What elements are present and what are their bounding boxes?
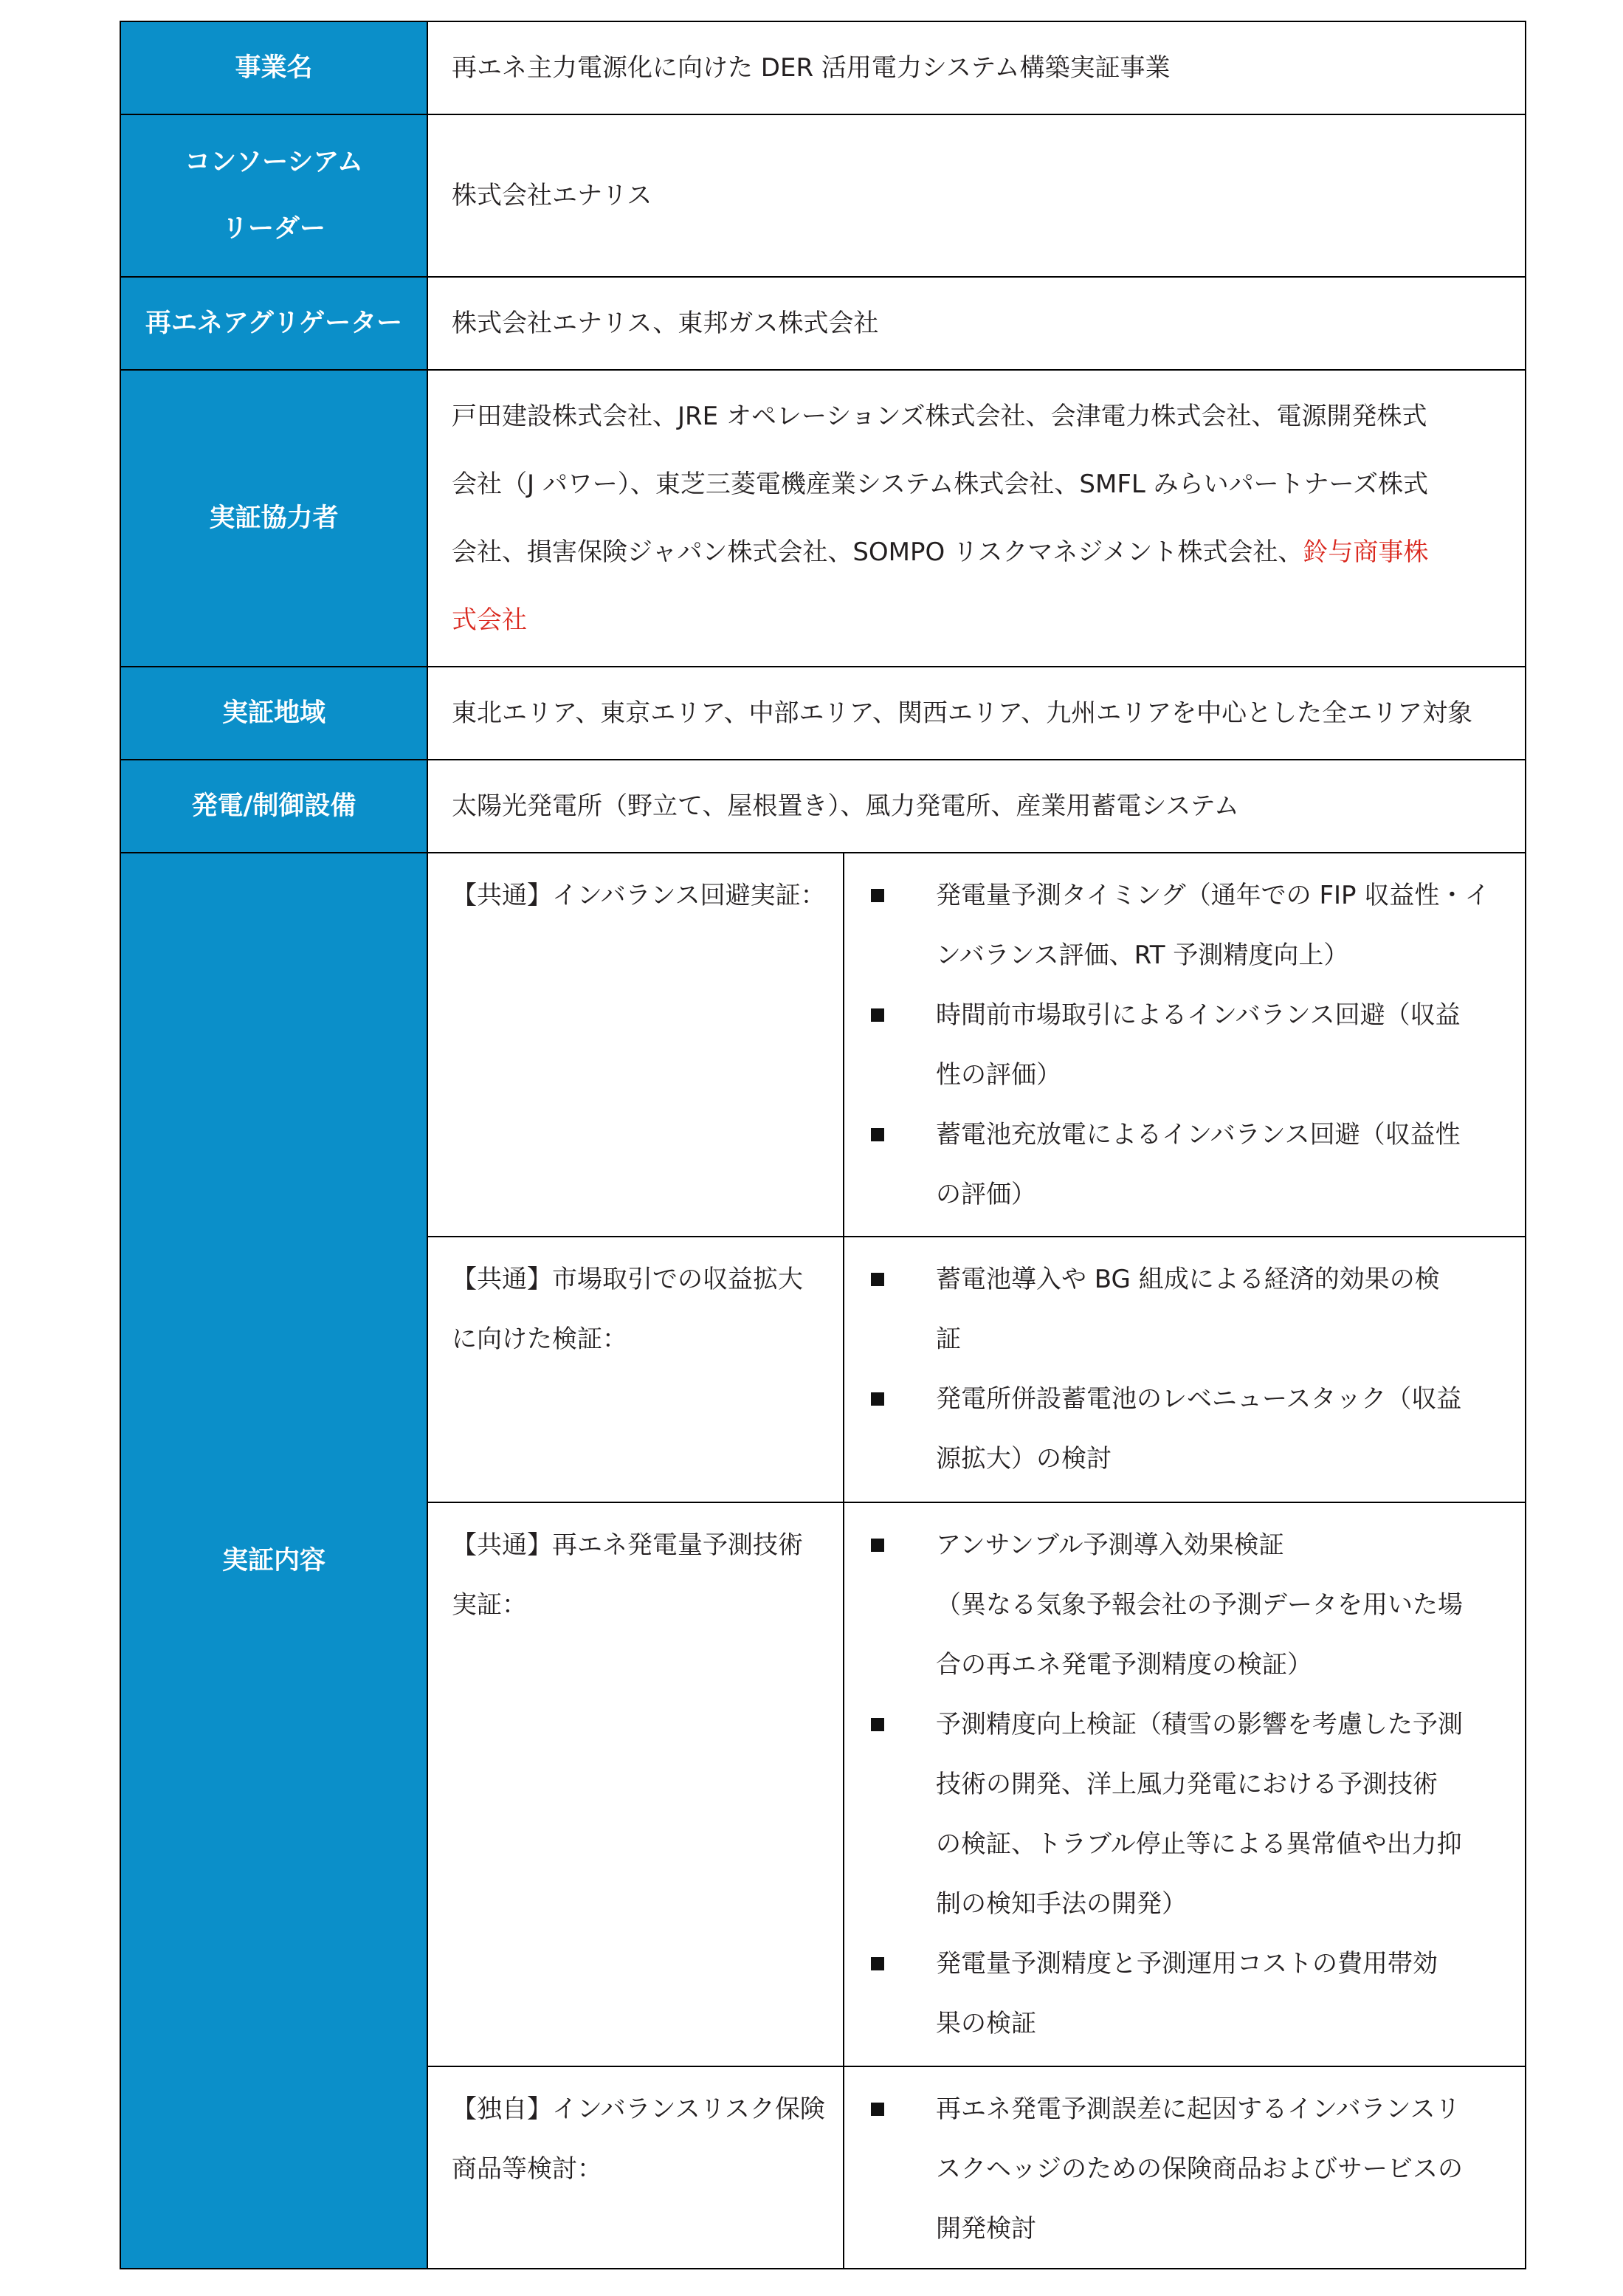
facilities-value: 太陽光発電所（野立て、屋根置き）、風力発電所、産業用蓄電システム xyxy=(452,791,1239,821)
collaborators-line xyxy=(452,518,1525,586)
bullet-text-line: 性の評価） xyxy=(936,1060,1061,1090)
content-item-title-line: 【共通】再エネ発電量予測技術 xyxy=(452,1530,803,1560)
bullet-text-line: 予測精度向上検証（積雪の影響を考慮した予測 xyxy=(936,1710,1463,1739)
bullet-text-line: アンサンブル予測導入効果検証 xyxy=(936,1530,1284,1560)
project-name-cell xyxy=(428,22,1526,115)
region-value: 東北エリア、東京エリア、中部エリア、関西エリア、九州エリアを中心とした全エリア対象 xyxy=(452,698,1473,728)
aggregator-label: 再エネアグリゲーター xyxy=(145,309,403,338)
square-bullet-icon xyxy=(871,1718,884,1731)
collaborators-highlighted-text: 式会社 xyxy=(452,605,527,635)
facilities-cell xyxy=(428,760,1526,853)
content-item-title-cell xyxy=(428,853,844,1237)
bullet-text-line: 開発検討 xyxy=(936,2214,1036,2244)
consortium-leader-header xyxy=(121,115,428,278)
project-name-value: 再エネ主力電源化に向けた DER 活用電力システム構築実証事業 xyxy=(452,53,1171,83)
collaborators-header xyxy=(121,371,428,667)
content-item-title-cell xyxy=(428,1237,844,1503)
region-header xyxy=(121,667,428,760)
collaborators-text: 会社、損害保険ジャパン株式会社、SOMPO リスクマネジメント株式会社、 xyxy=(452,537,1303,567)
region-cell xyxy=(428,667,1526,760)
aggregator-header xyxy=(121,278,428,371)
square-bullet-icon xyxy=(871,889,884,902)
project-overview-table xyxy=(120,21,1526,2269)
square-bullet-icon xyxy=(871,1128,884,1141)
bullet-item xyxy=(844,1105,1525,1225)
bullet-text-line: 発電量予測タイミング（通年での FIP 収益性・イ xyxy=(936,881,1490,910)
bullet-text-line: 発電量予測精度と予測運用コストの費用帯効 xyxy=(936,1949,1438,1979)
bullet-text-line: 技術の開発、洋上風力発電における予測技術 xyxy=(936,1770,1438,1799)
consortium-leader-label-line: リーダー xyxy=(221,214,325,244)
facilities-label: 発電/制御設備 xyxy=(191,791,356,821)
bullet-text-line: スクヘッジのための保険商品およびサービスの xyxy=(936,2154,1463,2184)
square-bullet-icon xyxy=(871,2103,884,2116)
bullet-item xyxy=(844,986,1525,1105)
bullet-item xyxy=(844,2080,1525,2259)
aggregator-value: 株式会社エナリス、東邦ガス株式会社 xyxy=(452,309,879,338)
facilities-header xyxy=(121,760,428,853)
collaborators-text: 戸田建設株式会社、JRE オペレーションズ株式会社、会津電力株式会社、電源開発株式 xyxy=(452,402,1427,431)
content-header xyxy=(121,853,428,2269)
content-item-title-cell xyxy=(428,2067,844,2269)
content-item-bullets-cell xyxy=(844,853,1526,1237)
bullet-item xyxy=(844,1250,1525,1369)
collaborators-cell xyxy=(428,371,1526,667)
bullet-text-line: 再エネ発電予測誤差に起因するインバランスリ xyxy=(936,2094,1461,2124)
project-name-label: 事業名 xyxy=(235,53,313,83)
content-item-title-line: に向けた検証： xyxy=(452,1324,627,1354)
collaborators-line xyxy=(452,450,1525,518)
bullet-text-line: の評価） xyxy=(936,1180,1036,1209)
bullet-item xyxy=(844,1934,1525,2054)
bullet-text-line: 果の検証 xyxy=(936,2009,1036,2038)
collaborators-label: 実証協力者 xyxy=(209,503,339,533)
content-item-bullets-cell xyxy=(844,1237,1526,1503)
bullet-text-line: 発電所併設蓄電池のレベニュースタック（収益 xyxy=(936,1384,1462,1414)
bullet-text-line: ンバランス評価、RT 予測精度向上） xyxy=(936,941,1349,970)
bullet-text-line: 証 xyxy=(936,1324,961,1354)
bullet-text-line: 蓄電池充放電によるインバランス回避（収益性 xyxy=(936,1120,1461,1149)
bullet-text-line: の検証、トラブル停止等による異常値や出力抑 xyxy=(936,1829,1462,1859)
aggregator-cell xyxy=(428,278,1526,371)
collaborators-line xyxy=(452,382,1525,450)
bullet-item xyxy=(844,1695,1525,1934)
content-item-title-line: 【共通】インバランス回避実証： xyxy=(452,881,826,910)
collaborators-highlighted-text: 鈴与商事株 xyxy=(1303,537,1429,567)
region-label: 実証地域 xyxy=(221,698,325,728)
bullet-text-line: 源拡大）の検討 xyxy=(936,1444,1112,1474)
bullet-text-line: 制の検知手法の開発） xyxy=(936,1889,1187,1919)
bullet-text-line: 合の再エネ発電予測精度の検証） xyxy=(936,1650,1312,1680)
consortium-leader-label-line: コンソーシアム xyxy=(185,148,363,177)
content-item-title-line: 【共通】市場取引での収益拡大 xyxy=(452,1265,803,1294)
consortium-leader-cell xyxy=(428,115,1526,278)
content-item-bullets-cell xyxy=(844,1503,1526,2067)
content-item-bullets-cell xyxy=(844,2067,1526,2269)
content-item-title-line: 商品等検討： xyxy=(452,2154,602,2184)
consortium-leader-value: 株式会社エナリス xyxy=(452,181,652,210)
bullet-item xyxy=(844,866,1525,986)
collaborators-text: 会社（J パワー）、東芝三菱電機産業システム株式会社、SMFL みらいパートナーズ株式 xyxy=(452,470,1428,499)
bullet-text-line: 時間前市場取引によるインバランス回避（収益 xyxy=(936,1000,1461,1030)
content-item-title-cell xyxy=(428,1503,844,2067)
square-bullet-icon xyxy=(871,1273,884,1286)
content-label: 実証内容 xyxy=(221,1546,325,1575)
project-name-header xyxy=(121,22,428,115)
content-item-title-line: 実証： xyxy=(452,1590,527,1620)
bullet-item xyxy=(844,1516,1525,1695)
bullet-item xyxy=(844,1369,1525,1489)
bullet-text-line: 蓄電池導入や BG 組成による経済的効果の検 xyxy=(936,1265,1440,1294)
content-item-title-line: 【独自】インバランスリスク保険 xyxy=(452,2094,825,2124)
square-bullet-icon xyxy=(871,1008,884,1022)
bullet-text-line: （異なる気象予報会社の予測データを用いた場 xyxy=(936,1590,1463,1620)
square-bullet-icon xyxy=(871,1392,884,1406)
square-bullet-icon xyxy=(871,1539,884,1552)
collaborators-line xyxy=(452,586,1525,654)
square-bullet-icon xyxy=(871,1957,884,1970)
